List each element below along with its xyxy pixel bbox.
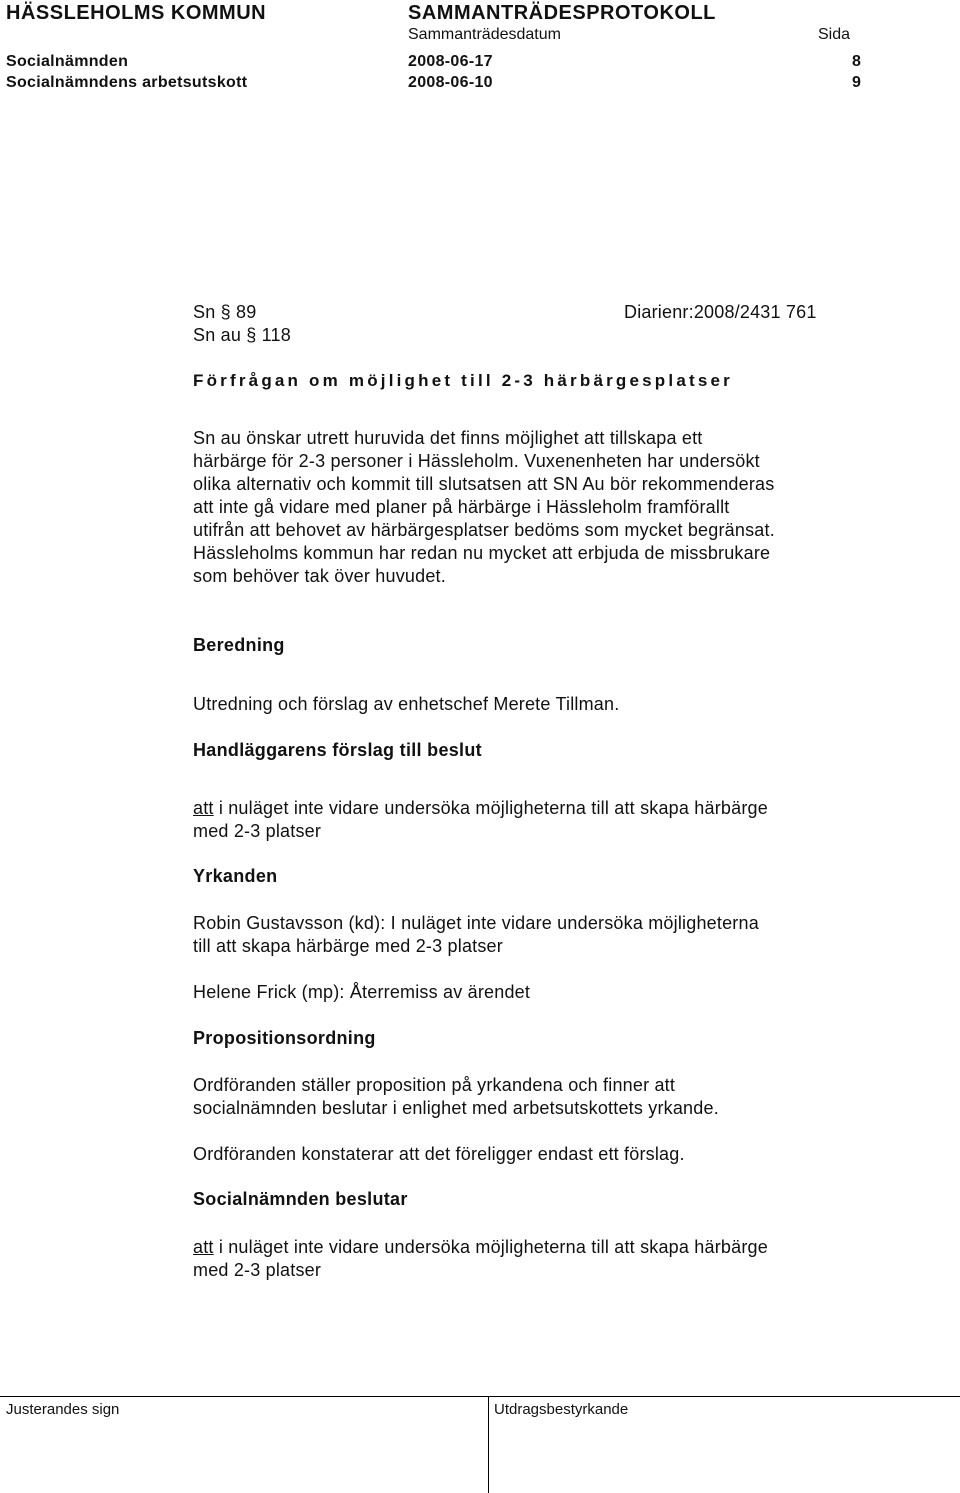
header-body-2: Socialnämndens arbetsutskott xyxy=(6,74,248,91)
sn-paragraph-ref: Sn § 89 xyxy=(193,302,257,322)
decision-heading: Socialnämnden beslutar xyxy=(193,1189,408,1209)
intro-line: som behöver tak över huvudet. xyxy=(193,566,446,586)
proposal-att: att xyxy=(193,798,214,818)
proposal-heading: Handläggarens förslag till beslut xyxy=(193,740,482,760)
case-title: Förfrågan om möjlighet till 2-3 härbärgesplatser xyxy=(193,371,733,390)
propositionsordning-line: Ordföranden ställer proposition på yrkandena och finner att xyxy=(193,1075,676,1095)
decision-text xyxy=(193,1236,893,1282)
intro-line: härbärge för 2-3 personer i Hässleholm. Vuxenenheten har undersökt xyxy=(193,451,760,471)
intro-line: att inte gå vidare med planer på härbärge i Hässleholm framförallt xyxy=(193,497,730,517)
snau-paragraph-ref: Sn au § 118 xyxy=(193,325,291,345)
footer-divider xyxy=(0,1396,960,1397)
proposal-line: i nuläget inte vidare undersöka möjligheterna till att skapa härbärge xyxy=(213,798,768,818)
proposal-text xyxy=(193,797,893,843)
decision-line: med 2-3 platser xyxy=(193,1260,322,1280)
propositionsordning-line: socialnämnden beslutar i enlighet med arbetsutskottets yrkande. xyxy=(193,1098,719,1118)
proposal-line: med 2-3 platser xyxy=(193,821,322,841)
header-date-2: 2008-06-10 xyxy=(408,74,493,91)
propositionsordning-conclusion: Ordföranden konstaterar att det föreligger endast ett förslag. xyxy=(193,1144,685,1164)
intro-line: Sn au önskar utrett huruvida det finns möjlighet att tillskapa ett xyxy=(193,428,703,448)
header-page-2: 9 xyxy=(852,74,862,91)
diary-number: Diarienr:2008/2431 761 xyxy=(624,302,817,322)
intro-paragraph xyxy=(193,427,893,588)
intro-line: olika alternativ och kommit till slutsatsen att SN Au bör rekommenderas xyxy=(193,474,775,494)
utdragsbestyrkande-label: Utdragsbestyrkande xyxy=(494,1401,629,1418)
yrkande-1 xyxy=(193,912,893,958)
yrkande-2: Helene Frick (mp): Återremiss av ärendet xyxy=(193,982,531,1002)
header-body-1: Socialnämnden xyxy=(6,53,129,70)
yrkande-line: till att skapa härbärge med 2-3 platser xyxy=(193,936,503,956)
justerandes-sign-label: Justerandes sign xyxy=(6,1401,120,1418)
decision-att: att xyxy=(193,1237,214,1257)
intro-line: Hässleholms kommun har redan nu mycket att erbjuda de missbrukare xyxy=(193,543,771,563)
beredning-text: Utredning och förslag av enhetschef Merete Tillman. xyxy=(193,694,620,714)
propositionsordning-heading: Propositionsordning xyxy=(193,1028,376,1048)
municipality-name: HÄSSLEHOLMS KOMMUN xyxy=(6,2,267,24)
yrkande-line: Robin Gustavsson (kd): I nuläget inte vidare undersöka möjligheterna xyxy=(193,913,759,933)
intro-line: utifrån att behovet av härbärgesplatser bedöms som mycket begränsat. xyxy=(193,520,775,540)
yrkanden-heading: Yrkanden xyxy=(193,866,278,886)
propositionsordning-text xyxy=(193,1074,893,1120)
date-column-label: Sammanträdesdatum xyxy=(408,26,561,43)
header-page-1: 8 xyxy=(852,53,862,70)
decision-line: i nuläget inte vidare undersöka möjligheterna till att skapa härbärge xyxy=(213,1237,768,1257)
footer-column-divider xyxy=(488,1396,489,1493)
beredning-heading: Beredning xyxy=(193,635,285,655)
protocol-title: SAMMANTRÄDESPROTOKOLL xyxy=(408,2,716,24)
header-date-1: 2008-06-17 xyxy=(408,53,493,70)
page-column-label: Sida xyxy=(818,26,851,43)
